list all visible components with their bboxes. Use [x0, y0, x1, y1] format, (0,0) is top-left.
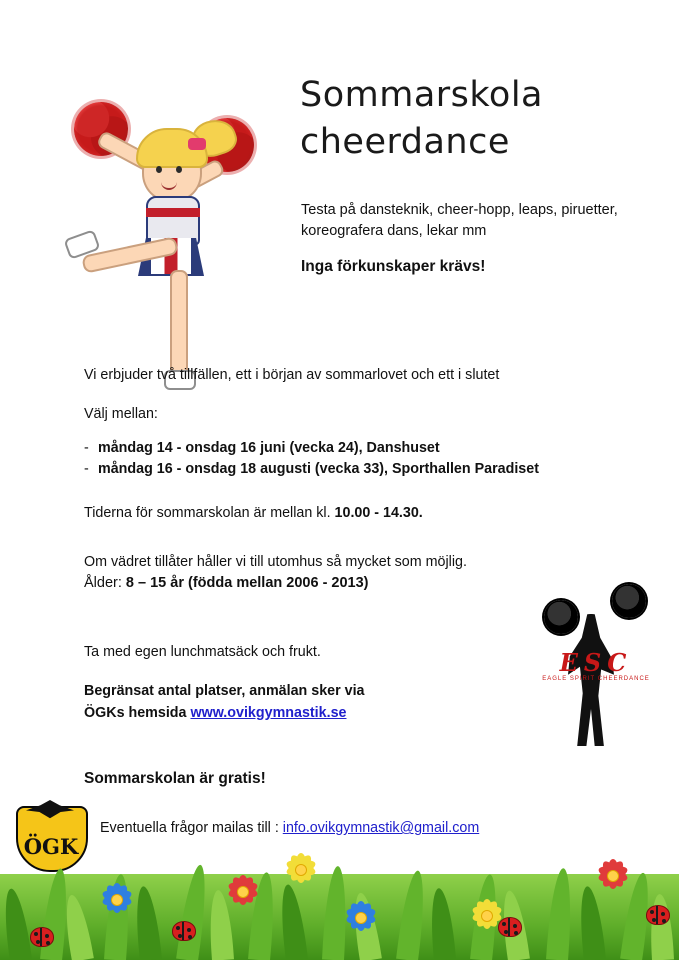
registration-note: [84, 680, 365, 724]
questions-line: [100, 820, 479, 836]
ogk-logo-text: ÖGK: [23, 834, 79, 859]
option-dash: -: [84, 461, 89, 478]
ladybug-icon: [172, 921, 196, 941]
ladybug-icon: [646, 905, 670, 925]
intro-text: Vi erbjuder två tillfällen, ett i början av sommarlovet och ett i slutet: [84, 367, 500, 383]
esc-logo-text: ESC: [559, 648, 633, 677]
questions-prefix: Eventuella frågor mailas till :: [100, 820, 283, 836]
registration-line1: Begränsat antal platser, anmälan sker via: [84, 683, 365, 699]
cheerleader-illustration: [30, 70, 290, 360]
flower-red: [226, 875, 260, 909]
leg-standing: [170, 270, 188, 378]
ladybug-icon: [30, 927, 54, 947]
eye-left: [156, 166, 162, 173]
website-link[interactable]: www.ovikgymnastik.se: [190, 705, 347, 722]
eye-right: [176, 166, 182, 173]
option-list: [84, 438, 644, 481]
age-line: [84, 575, 369, 591]
option-dash: -: [84, 439, 89, 456]
esc-logo-subtext: EAGLE SPIRIT CHEERDANCE: [542, 676, 650, 682]
poster-subtitle: Testa på dansteknik, cheer-hopp, leaps, piruetter, koreografera dans, lekar mm: [301, 202, 618, 240]
ladybug-icon: [498, 917, 522, 937]
poster-body: [84, 365, 644, 574]
choose-label: Välj mellan:: [84, 406, 158, 423]
esc-pompom-left-icon: [544, 600, 578, 634]
esc-pompom-right-icon: [612, 584, 646, 618]
flower-yellow: [284, 853, 318, 887]
option-item-2: - måndag 16 - onsdag 18 augusti (vecka 33), Sporthallen Paradiset: [84, 459, 644, 480]
grass-footer: [0, 835, 679, 960]
times-text: Tiderna för sommarskolan är mellan kl. 10.00 - 14.30.: [84, 504, 423, 521]
email-link[interactable]: info.ovikgymnastik@gmail.com: [282, 820, 480, 836]
no-skills-note: Inga förkunskaper krävs!: [301, 258, 486, 275]
flower-blue: [344, 901, 378, 935]
weather-text: Om vädret tillåter håller vi till utomhus så mycket som möjlig.: [84, 554, 467, 571]
age-label: Ålder:: [84, 575, 126, 591]
age-value: 8 – 15 år (födda mellan 2006 - 2013): [125, 575, 369, 591]
lunch-text: Ta med egen lunchmatsäck och frukt.: [84, 644, 321, 660]
free-note: Sommarskolan är gratis!: [84, 770, 266, 787]
flower-blue: [100, 883, 134, 917]
hair-bow: [188, 138, 206, 150]
option-item-1: - måndag 14 - onsdag 16 juni (vecka 24), Danshuset: [84, 438, 644, 459]
flower-red: [596, 859, 630, 893]
poster-title-line2: cheerdance: [300, 122, 510, 163]
registration-line2-prefix: ÖGKs hemsida: [84, 705, 191, 722]
poster-title: [300, 72, 660, 167]
esc-logo: [532, 570, 660, 760]
poster-title-line1: Sommarskola: [300, 75, 543, 115]
times-value: 10.00 - 14.30.: [334, 504, 423, 521]
